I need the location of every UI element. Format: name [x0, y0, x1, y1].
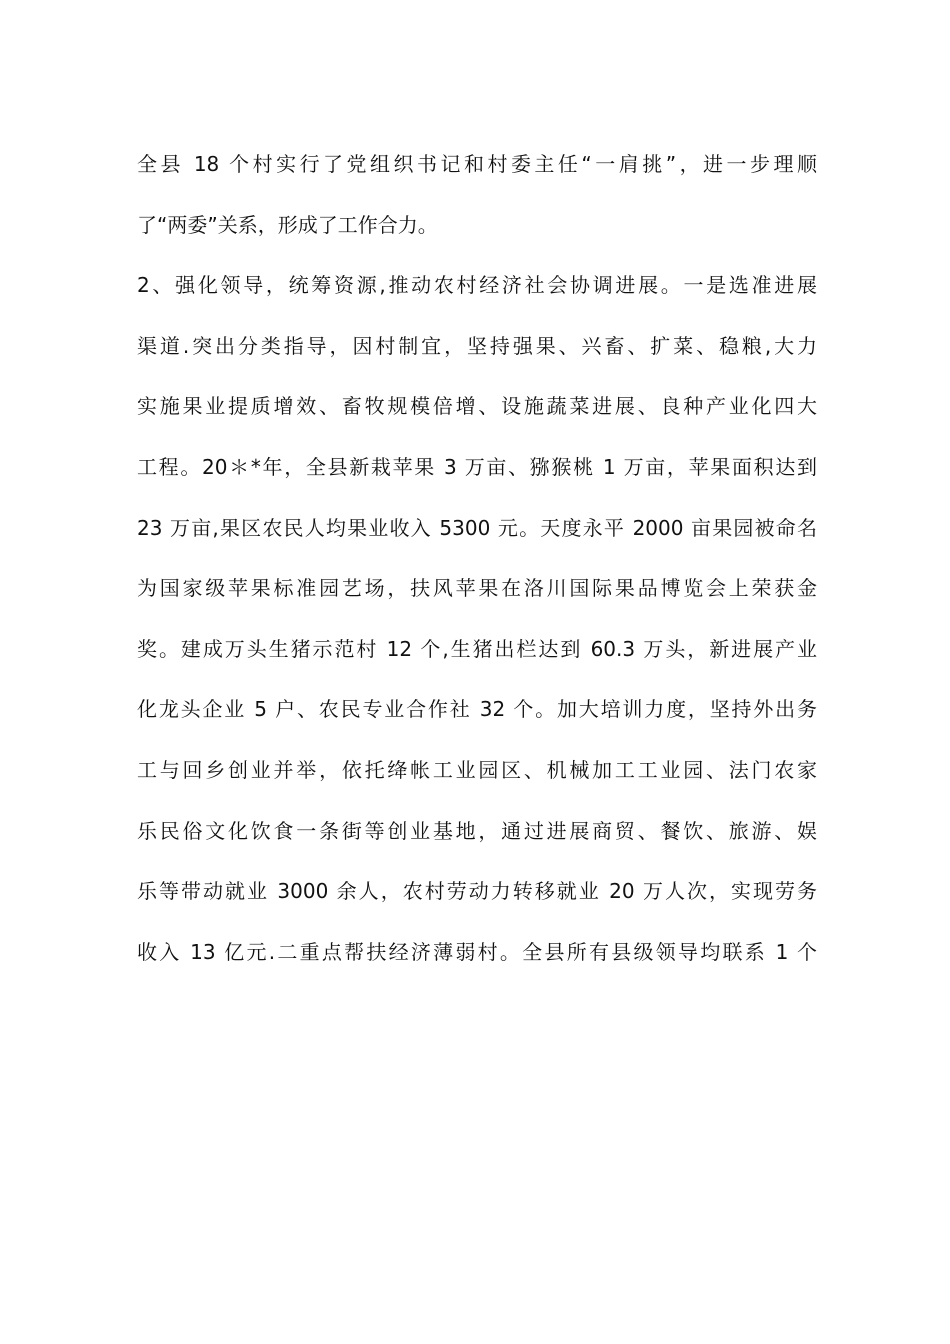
text-line: 渠道.突出分类指导，因村制宜，坚持强果、兴畜、扩菜、稳粮,大力 [137, 333, 817, 358]
text-line: 奖。建成万头生猪示范村 12 个,生猪出栏达到 60.3 万头，新进展产业 [137, 636, 817, 661]
text-line: 实施果业提质增效、畜牧规模倍增、设施蔬菜进展、良种产业化四大 [137, 394, 817, 419]
text-line: 收入 13 亿元.二重点帮扶经济薄弱村。全县所有县级领导均联系 1 个 [137, 939, 817, 964]
text-line: 2、强化领导，统筹资源,推动农村经济社会协调进展。一是选准进展 [137, 273, 817, 298]
text-line: 乐民俗文化饮食一条街等创业基地，通过进展商贸、餐饮、旅游、娱 [137, 818, 817, 843]
text-line: 乐等带动就业 3000 余人，农村劳动力转移就业 20 万人次，实现劳务 [137, 879, 817, 904]
text-line: 了“两委”关系，形成了工作合力。 [137, 212, 438, 237]
text-line: 23 万亩,果区农民人均果业收入 5300 元。天度永平 2000 亩果园被命名 [137, 515, 817, 540]
text-line: 化龙头企业 5 户、农民专业合作社 32 个。加大培训力度，坚持外出务 [137, 697, 817, 722]
text-line: 工与回乡创业并举，依托绛帐工业园区、机械加工工业园、法门农家 [137, 757, 817, 782]
text-line: 全县 18 个村实行了党组织书记和村委主任“一肩挑”，进一步理顺 [137, 152, 817, 176]
text-line: 为国家级苹果标准园艺场，扶风苹果在洛川国际果品博览会上荣获金 [137, 576, 817, 601]
text-line: 工程。20＊*年，全县新栽苹果 3 万亩、猕猴桃 1 万亩，苹果面积达到 [137, 454, 817, 479]
body-text [137, 140, 817, 988]
